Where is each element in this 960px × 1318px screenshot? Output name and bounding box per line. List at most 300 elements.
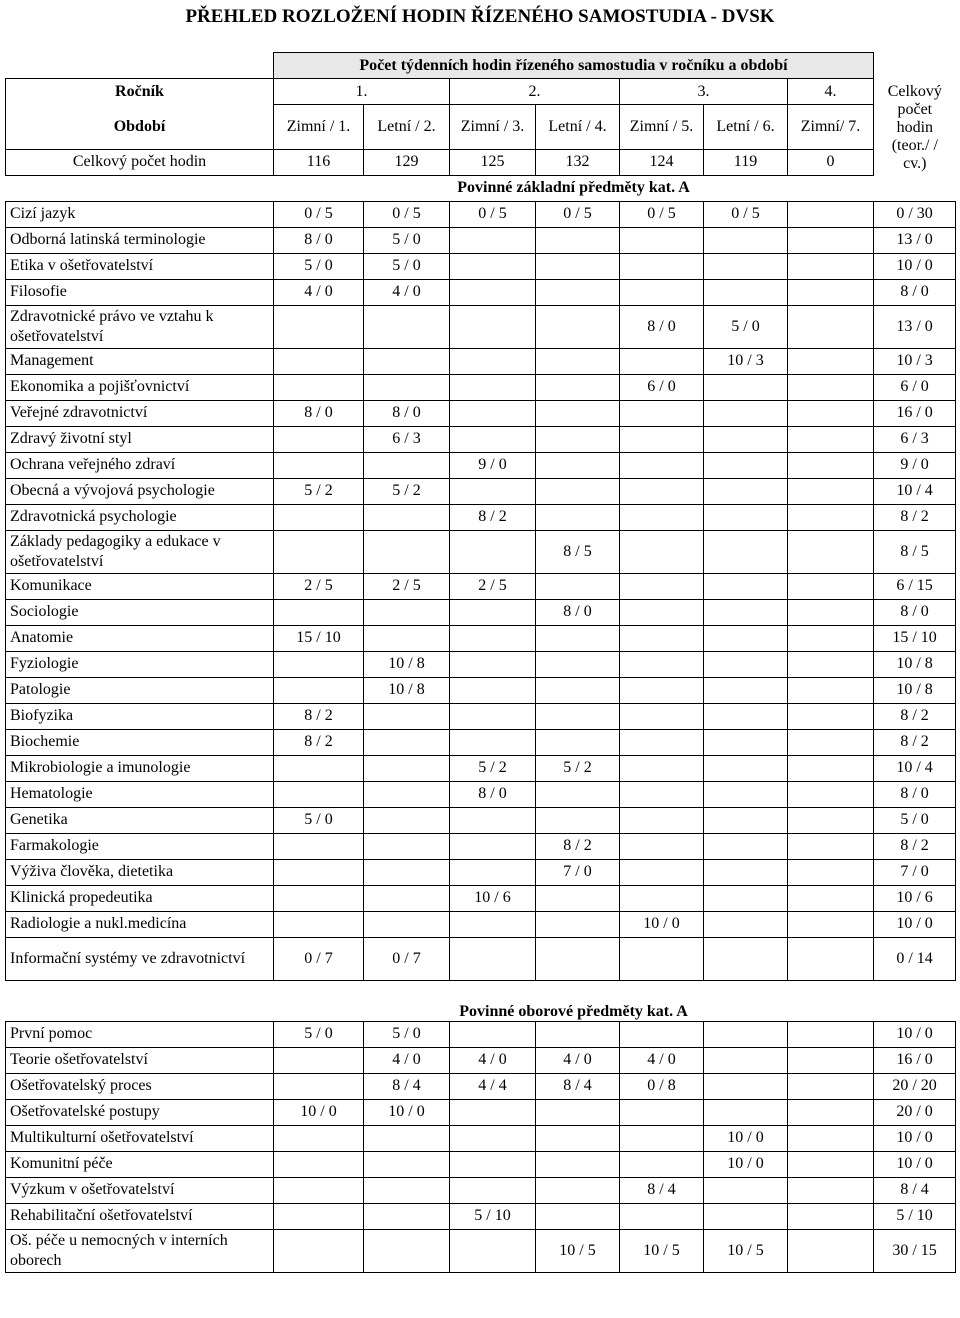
hours-cell xyxy=(788,1021,874,1047)
period-total-3: 125 xyxy=(450,149,536,175)
hours-cell xyxy=(620,1203,704,1229)
period-5: Zimní / 5. xyxy=(620,105,704,150)
period-total-4: 132 xyxy=(536,149,620,175)
subject-name: Cizí jazyk xyxy=(6,201,274,227)
hours-cell xyxy=(536,253,620,279)
hours-cell xyxy=(450,833,536,859)
hours-cell xyxy=(620,651,704,677)
hours-cell: 5 / 0 xyxy=(364,253,450,279)
total-hours-label: Celkový počet hodin xyxy=(6,149,274,175)
hours-cell xyxy=(704,426,788,452)
subject-total: 20 / 0 xyxy=(874,1099,956,1125)
hours-cell xyxy=(704,755,788,781)
hours-cell xyxy=(620,833,704,859)
hours-cell xyxy=(450,530,536,573)
hours-cell xyxy=(788,729,874,755)
hours-cell xyxy=(788,253,874,279)
hours-cell xyxy=(788,1229,874,1272)
hours-cell xyxy=(450,729,536,755)
period-4: Letní / 4. xyxy=(536,105,620,150)
hours-cell xyxy=(364,374,450,400)
hours-cell xyxy=(364,755,450,781)
subject-name: Odborná latinská terminologie xyxy=(6,227,274,253)
hours-cell xyxy=(536,348,620,374)
subject-total: 20 / 20 xyxy=(874,1073,956,1099)
subject-row xyxy=(6,400,956,426)
period-7: Zimní/ 7. xyxy=(788,105,874,150)
hours-cell xyxy=(620,1151,704,1177)
hours-cell xyxy=(704,1177,788,1203)
hours-cell xyxy=(620,781,704,807)
hours-cell xyxy=(704,833,788,859)
hours-cell xyxy=(274,1073,364,1099)
subject-name: Ošetřovatelský proces xyxy=(6,1073,274,1099)
period-1: Zimní / 1. xyxy=(274,105,364,150)
hours-cell xyxy=(704,807,788,833)
hours-cell xyxy=(704,1021,788,1047)
hours-cell: 8 / 2 xyxy=(274,703,364,729)
hours-cell: 5 / 2 xyxy=(450,755,536,781)
hours-cell xyxy=(364,599,450,625)
hours-cell xyxy=(274,530,364,573)
subject-row xyxy=(6,755,956,781)
hours-cell xyxy=(536,1203,620,1229)
subject-total: 16 / 0 xyxy=(874,400,956,426)
hours-cell: 6 / 3 xyxy=(364,426,450,452)
period-total-5: 124 xyxy=(620,149,704,175)
subject-row xyxy=(6,504,956,530)
subject-name: Etika v ošetřovatelství xyxy=(6,253,274,279)
subject-row xyxy=(6,807,956,833)
hours-cell xyxy=(788,703,874,729)
subject-total: 10 / 0 xyxy=(874,911,956,937)
hours-cell: 5 / 0 xyxy=(704,305,788,348)
subject-total: 0 / 30 xyxy=(874,201,956,227)
subject-total: 10 / 8 xyxy=(874,677,956,703)
hours-cell xyxy=(620,1125,704,1151)
hours-cell xyxy=(620,426,704,452)
hours-cell: 10 / 0 xyxy=(704,1151,788,1177)
hours-cell: 5 / 2 xyxy=(274,478,364,504)
hours-cell xyxy=(450,348,536,374)
subject-name: První pomoc xyxy=(6,1021,274,1047)
hours-cell xyxy=(536,703,620,729)
hours-cell xyxy=(788,755,874,781)
subject-total: 8 / 0 xyxy=(874,781,956,807)
hours-cell xyxy=(274,374,364,400)
hours-cell xyxy=(704,859,788,885)
hours-cell: 5 / 0 xyxy=(274,1021,364,1047)
hours-cell xyxy=(788,1177,874,1203)
hours-cell xyxy=(536,1021,620,1047)
hours-cell xyxy=(788,1047,874,1073)
hours-cell: 8 / 4 xyxy=(536,1073,620,1099)
subject-row xyxy=(6,530,956,573)
hours-cell xyxy=(274,651,364,677)
hours-cell xyxy=(364,1125,450,1151)
hours-cell xyxy=(788,201,874,227)
subject-total: 10 / 0 xyxy=(874,1151,956,1177)
hours-cell xyxy=(450,625,536,651)
subject-name: Klinická propedeutika xyxy=(6,885,274,911)
hours-cell: 0 / 5 xyxy=(274,201,364,227)
hours-cell: 5 / 0 xyxy=(274,253,364,279)
subject-name: Farmakologie xyxy=(6,833,274,859)
obdobi-label: Období xyxy=(6,105,274,150)
subject-name: Ošetřovatelské postupy xyxy=(6,1099,274,1125)
hours-cell xyxy=(788,677,874,703)
hours-cell: 8 / 0 xyxy=(450,781,536,807)
hours-cell xyxy=(450,305,536,348)
subject-total: 8 / 0 xyxy=(874,599,956,625)
year-4: 4. xyxy=(788,79,874,105)
subject-row xyxy=(6,729,956,755)
hours-cell xyxy=(788,599,874,625)
year-2: 2. xyxy=(450,79,620,105)
hours-cell: 8 / 0 xyxy=(274,400,364,426)
hours-cell: 5 / 10 xyxy=(450,1203,536,1229)
hours-cell xyxy=(620,279,704,305)
hours-cell xyxy=(364,530,450,573)
subject-total: 8 / 2 xyxy=(874,729,956,755)
section-a-heading: Povinné základní předměty kat. A xyxy=(457,179,690,196)
hours-cell xyxy=(620,1021,704,1047)
hours-cell: 7 / 0 xyxy=(536,859,620,885)
hours-cell xyxy=(364,1203,450,1229)
hours-cell xyxy=(450,1021,536,1047)
subject-total: 10 / 0 xyxy=(874,1125,956,1151)
hours-cell xyxy=(450,651,536,677)
subject-total: 10 / 0 xyxy=(874,1021,956,1047)
hours-cell xyxy=(788,885,874,911)
subject-row xyxy=(6,833,956,859)
hours-cell: 10 / 0 xyxy=(274,1099,364,1125)
subject-total: 10 / 3 xyxy=(874,348,956,374)
hours-cell: 10 / 0 xyxy=(620,911,704,937)
subject-total: 5 / 0 xyxy=(874,807,956,833)
hours-cell xyxy=(364,911,450,937)
hours-cell xyxy=(788,1099,874,1125)
hours-cell xyxy=(704,1073,788,1099)
hours-cell xyxy=(704,530,788,573)
period-total-2: 129 xyxy=(364,149,450,175)
hours-cell: 0 / 5 xyxy=(450,201,536,227)
subject-total: 30 / 15 xyxy=(874,1229,956,1272)
total-column-header: Celkový počet hodin (teor./ / cv.) xyxy=(874,79,956,176)
subject-row xyxy=(6,781,956,807)
year-1: 1. xyxy=(274,79,450,105)
hours-cell xyxy=(274,911,364,937)
subject-total: 16 / 0 xyxy=(874,1047,956,1073)
hours-cell xyxy=(620,937,704,980)
subject-total: 7 / 0 xyxy=(874,859,956,885)
subject-total: 13 / 0 xyxy=(874,305,956,348)
subject-total: 6 / 0 xyxy=(874,374,956,400)
hours-cell xyxy=(620,625,704,651)
hours-cell xyxy=(704,504,788,530)
subject-name: Rehabilitační ošetřovatelství xyxy=(6,1203,274,1229)
hours-cell xyxy=(364,729,450,755)
hours-cell xyxy=(788,400,874,426)
hours-cell xyxy=(364,1229,450,1272)
hours-cell xyxy=(536,677,620,703)
hours-cell xyxy=(788,1125,874,1151)
hours-cell: 4 / 0 xyxy=(536,1047,620,1073)
hours-cell: 8 / 4 xyxy=(364,1073,450,1099)
hours-cell xyxy=(620,227,704,253)
subject-name: Oš. péče u nemocných v interních oborech xyxy=(6,1229,274,1272)
hours-cell xyxy=(788,227,874,253)
hours-cell xyxy=(620,400,704,426)
hours-cell xyxy=(704,625,788,651)
hours-cell xyxy=(274,781,364,807)
hours-cell: 0 / 7 xyxy=(274,937,364,980)
hours-cell xyxy=(704,573,788,599)
hours-cell: 15 / 10 xyxy=(274,625,364,651)
subject-row xyxy=(6,885,956,911)
subject-row xyxy=(6,227,956,253)
hours-cell: 4 / 0 xyxy=(364,279,450,305)
hours-cell xyxy=(450,426,536,452)
subject-total: 10 / 0 xyxy=(874,253,956,279)
hours-cell xyxy=(788,530,874,573)
hours-cell: 5 / 0 xyxy=(274,807,364,833)
hours-cell xyxy=(450,677,536,703)
hours-cell xyxy=(788,374,874,400)
hours-cell xyxy=(536,504,620,530)
subject-total: 8 / 5 xyxy=(874,530,956,573)
hours-cell: 10 / 8 xyxy=(364,651,450,677)
hours-cell xyxy=(704,1099,788,1125)
subject-total: 8 / 2 xyxy=(874,833,956,859)
page-title: PŘEHLED ROZLOŽENÍ HODIN ŘÍZENÉHO SAMOSTUDIA - DVSK xyxy=(185,6,775,27)
subject-name: Výzkum v ošetřovatelství xyxy=(6,1177,274,1203)
subject-row xyxy=(6,348,956,374)
hours-cell xyxy=(364,833,450,859)
period-6: Letní / 6. xyxy=(704,105,788,150)
subject-row xyxy=(6,677,956,703)
hours-cell xyxy=(450,1229,536,1272)
subject-total: 0 / 14 xyxy=(874,937,956,980)
hours-cell xyxy=(704,885,788,911)
subject-name: Komunitní péče xyxy=(6,1151,274,1177)
hours-cell: 4 / 4 xyxy=(450,1073,536,1099)
subject-row xyxy=(6,253,956,279)
hours-cell xyxy=(704,937,788,980)
hours-cell xyxy=(788,833,874,859)
subject-total: 5 / 10 xyxy=(874,1203,956,1229)
hours-cell: 10 / 0 xyxy=(364,1099,450,1125)
hours-cell xyxy=(620,478,704,504)
hours-cell: 8 / 5 xyxy=(536,530,620,573)
hours-cell xyxy=(704,1047,788,1073)
subject-total: 13 / 0 xyxy=(874,227,956,253)
hours-cell: 10 / 5 xyxy=(620,1229,704,1272)
subject-name: Teorie ošetřovatelství xyxy=(6,1047,274,1073)
hours-cell: 8 / 0 xyxy=(364,400,450,426)
hours-cell xyxy=(620,253,704,279)
hours-cell xyxy=(536,625,620,651)
subject-total: 15 / 10 xyxy=(874,625,956,651)
hours-cell xyxy=(536,305,620,348)
hours-cell xyxy=(364,305,450,348)
hours-cell xyxy=(536,937,620,980)
hours-cell xyxy=(704,651,788,677)
period-total-7: 0 xyxy=(788,149,874,175)
hours-cell xyxy=(536,1151,620,1177)
hours-cell: 4 / 0 xyxy=(450,1047,536,1073)
subject-total: 8 / 0 xyxy=(874,279,956,305)
hours-cell xyxy=(364,885,450,911)
hours-cell xyxy=(788,625,874,651)
subject-row xyxy=(6,452,956,478)
hours-cell xyxy=(788,305,874,348)
hours-cell xyxy=(704,400,788,426)
hours-cell xyxy=(704,729,788,755)
subject-name: Mikrobiologie a imunologie xyxy=(6,755,274,781)
hours-cell xyxy=(620,530,704,573)
subject-name: Management xyxy=(6,348,274,374)
subject-row xyxy=(6,703,956,729)
hours-cell xyxy=(620,599,704,625)
hours-cell: 8 / 0 xyxy=(620,305,704,348)
hours-cell: 8 / 2 xyxy=(536,833,620,859)
hours-cell xyxy=(788,478,874,504)
hours-cell: 4 / 0 xyxy=(274,279,364,305)
subject-name: Biochemie xyxy=(6,729,274,755)
subject-row xyxy=(6,651,956,677)
hours-cell xyxy=(704,279,788,305)
hours-cell xyxy=(704,703,788,729)
subject-row xyxy=(6,279,956,305)
hours-cell xyxy=(536,227,620,253)
hours-cell: 2 / 5 xyxy=(450,573,536,599)
hours-cell xyxy=(274,1047,364,1073)
hours-cell xyxy=(274,1151,364,1177)
hours-cell xyxy=(274,426,364,452)
hours-cell xyxy=(274,599,364,625)
subject-total: 8 / 2 xyxy=(874,504,956,530)
hours-cell: 8 / 2 xyxy=(274,729,364,755)
subject-row xyxy=(6,1177,956,1203)
subject-row xyxy=(6,426,956,452)
hours-cell xyxy=(536,279,620,305)
hours-cell xyxy=(274,1229,364,1272)
subject-total: 8 / 4 xyxy=(874,1177,956,1203)
hours-cell xyxy=(536,729,620,755)
subject-row xyxy=(6,1203,956,1229)
hours-cell: 5 / 0 xyxy=(364,227,450,253)
subject-name: Patologie xyxy=(6,677,274,703)
subject-name: Zdravý životní styl xyxy=(6,426,274,452)
hours-cell: 10 / 5 xyxy=(704,1229,788,1272)
hours-cell xyxy=(450,1099,536,1125)
hours-cell xyxy=(274,1203,364,1229)
hours-cell xyxy=(274,885,364,911)
subject-row xyxy=(6,374,956,400)
hours-cell xyxy=(450,703,536,729)
hours-cell: 0 / 8 xyxy=(620,1073,704,1099)
hours-cell xyxy=(620,755,704,781)
hours-cell: 10 / 8 xyxy=(364,677,450,703)
subject-row xyxy=(6,573,956,599)
hours-cell xyxy=(536,452,620,478)
hours-cell xyxy=(450,911,536,937)
hours-cell xyxy=(704,227,788,253)
hours-cell xyxy=(788,452,874,478)
hours-cell xyxy=(536,885,620,911)
hours-cell xyxy=(450,859,536,885)
hours-cell xyxy=(788,573,874,599)
hours-cell xyxy=(620,729,704,755)
subject-name: Ochrana veřejného zdraví xyxy=(6,452,274,478)
period-total-1: 116 xyxy=(274,149,364,175)
hours-cell xyxy=(274,504,364,530)
hours-cell xyxy=(536,1125,620,1151)
hours-cell xyxy=(364,348,450,374)
hours-cell xyxy=(704,911,788,937)
hours-cell xyxy=(274,859,364,885)
subject-total: 10 / 6 xyxy=(874,885,956,911)
subject-row xyxy=(6,305,956,348)
hours-cell xyxy=(274,755,364,781)
hours-cell: 2 / 5 xyxy=(274,573,364,599)
subject-name: Zdravotnická psychologie xyxy=(6,504,274,530)
period-2: Letní / 2. xyxy=(364,105,450,150)
hours-cell: 0 / 7 xyxy=(364,937,450,980)
hours-cell: 10 / 5 xyxy=(536,1229,620,1272)
subject-row xyxy=(6,1099,956,1125)
hours-cell: 5 / 0 xyxy=(364,1021,450,1047)
hours-cell: 4 / 0 xyxy=(364,1047,450,1073)
period-total-6: 119 xyxy=(704,149,788,175)
subject-total: 9 / 0 xyxy=(874,452,956,478)
section-b-heading: Povinné oborové předměty kat. A xyxy=(459,1002,688,1020)
subject-row xyxy=(6,1229,956,1272)
hours-cell xyxy=(620,573,704,599)
hours-cell xyxy=(536,478,620,504)
subject-name: Ekonomika a pojišťovnictví xyxy=(6,374,274,400)
hours-cell xyxy=(788,859,874,885)
hours-cell xyxy=(536,374,620,400)
hours-cell xyxy=(274,452,364,478)
hours-cell xyxy=(536,1099,620,1125)
hours-cell xyxy=(364,781,450,807)
hours-cell: 0 / 5 xyxy=(364,201,450,227)
hours-cell xyxy=(788,1203,874,1229)
subject-name: Filosofie xyxy=(6,279,274,305)
subject-total: 8 / 2 xyxy=(874,703,956,729)
subject-total: 6 / 15 xyxy=(874,573,956,599)
subject-row xyxy=(6,1021,956,1047)
period-3: Zimní / 3. xyxy=(450,105,536,150)
rocnik-label: Ročník xyxy=(6,79,274,105)
subject-name: Biofyzika xyxy=(6,703,274,729)
subject-name: Obecná a vývojová psychologie xyxy=(6,478,274,504)
hours-cell xyxy=(620,504,704,530)
hours-cell xyxy=(704,478,788,504)
hours-cell xyxy=(364,1177,450,1203)
hours-cell: 0 / 5 xyxy=(536,201,620,227)
hours-cell xyxy=(450,1177,536,1203)
hours-cell xyxy=(704,599,788,625)
subject-total: 6 / 3 xyxy=(874,426,956,452)
subject-row xyxy=(6,478,956,504)
hours-cell: 8 / 4 xyxy=(620,1177,704,1203)
subject-row xyxy=(6,599,956,625)
hours-cell xyxy=(364,859,450,885)
hours-cell: 8 / 0 xyxy=(274,227,364,253)
